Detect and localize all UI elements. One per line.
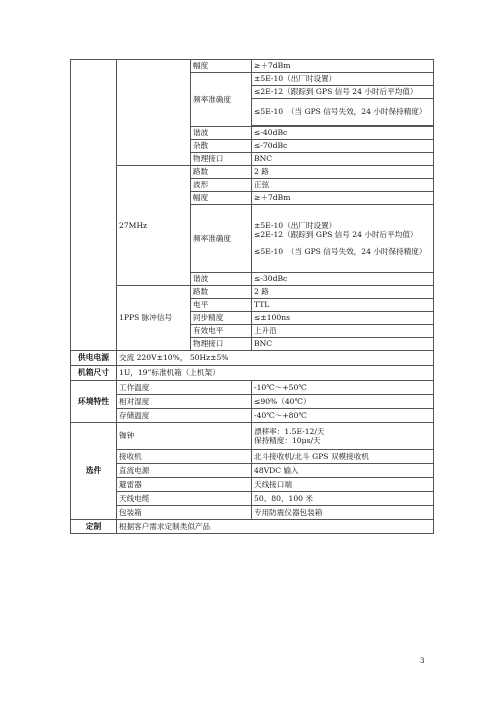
- param-value: ≤-40dBc: [252, 127, 434, 140]
- spec-table: [70, 59, 434, 534]
- param-value: ≤-30dBc: [252, 273, 434, 286]
- param-label: 同步精度: [191, 312, 252, 325]
- param-label: 谐波: [191, 273, 252, 286]
- option-label: 直流电源: [117, 464, 252, 478]
- param-label: 物理接口: [191, 153, 252, 166]
- param-label: 频率准确度: [191, 205, 252, 273]
- section-cell-blank: [71, 60, 117, 351]
- section-power: 供电电源: [71, 351, 117, 366]
- env-label: 存储温度: [117, 409, 252, 423]
- param-label: 杂散: [191, 140, 252, 153]
- table-row: [71, 478, 434, 492]
- table-row: [71, 450, 434, 464]
- param-value-multiline: [252, 205, 434, 273]
- param-value: ≤2E-12（跟踪到 GPS 信号 24 小时后平均值）: [252, 86, 434, 99]
- rb-line-2: 保持精度：10μs/天: [254, 436, 321, 445]
- env-label: 工作温度: [117, 381, 252, 395]
- option-value: 天线接口端: [252, 478, 434, 492]
- table-row: [71, 464, 434, 478]
- param-value: 2 路: [252, 166, 434, 179]
- param-value: BNC: [252, 153, 434, 166]
- table-row: [71, 381, 434, 395]
- param-label: 谐波: [191, 127, 252, 140]
- option-value-multiline: [252, 423, 434, 450]
- param-label: 幅度: [191, 192, 252, 205]
- param-value: ≥＋7dBm: [252, 192, 434, 205]
- param-value: ±5E-10（出厂时设置）: [252, 73, 434, 86]
- power-value: 交流 220V±10%， 50Hz±5%: [117, 351, 434, 366]
- param-label: 物理接口: [191, 338, 252, 351]
- option-label: 避雷器: [117, 478, 252, 492]
- param-value: BNC: [252, 338, 434, 351]
- option-label: 天线电缆: [117, 492, 252, 506]
- option-value: 专用防震仪器包装箱: [252, 506, 434, 520]
- env-value: -10℃～+50℃: [252, 381, 434, 395]
- page-number: 3: [420, 657, 425, 665]
- param-label: 幅度: [191, 60, 252, 73]
- param-value: ≤-70dBc: [252, 140, 434, 153]
- group-label-1pps: 1PPS 脉冲信号: [117, 286, 191, 351]
- freq-line-2: ≤2E-12（跟踪到 GPS 信号 24 小时后平均值）: [254, 229, 418, 239]
- chassis-value: 1U，19”标准机箱（上机架）: [117, 366, 434, 381]
- param-label: 电平: [191, 299, 252, 312]
- table-row: [71, 423, 434, 450]
- group-cell-blank: [117, 60, 191, 166]
- option-value: 48VDC 输入: [252, 464, 434, 478]
- option-label: 接收机: [117, 450, 252, 464]
- table-row: [71, 409, 434, 423]
- section-environment: 环境特性: [71, 381, 117, 423]
- table-row: [71, 506, 434, 520]
- table-row: [71, 520, 434, 534]
- param-value: ≥＋7dBm: [252, 60, 434, 73]
- option-value: 50、80、100 米: [252, 492, 434, 506]
- param-value: TTL: [252, 299, 434, 312]
- option-value: 北斗接收机/北斗 GPS 双模接收机: [252, 450, 434, 464]
- section-custom: 定制: [71, 520, 117, 534]
- param-value: 正弦: [252, 179, 434, 192]
- freq-line-3: ≤5E-10 （当 GPS 信号失效，24 小时保持精度）: [254, 247, 427, 257]
- param-value: 上升沿: [252, 325, 434, 338]
- env-value: -40℃～+80℃: [252, 409, 434, 423]
- group-label-27mhz: 27MHz: [117, 166, 191, 286]
- table-row: [71, 60, 434, 73]
- param-value: ≤±100ns: [252, 312, 434, 325]
- option-label: 铷钟: [117, 423, 252, 450]
- custom-value: 根据客户需求定制类似产品: [117, 520, 434, 534]
- table-row: [71, 395, 434, 409]
- env-label: 相对湿度: [117, 395, 252, 409]
- rb-line-1: 漂移率：1.5E-12/天: [254, 426, 325, 436]
- param-label: 路数: [191, 166, 252, 179]
- table-row: [71, 286, 434, 299]
- param-label: 路数: [191, 286, 252, 299]
- table-row: [71, 166, 434, 179]
- table-row: [71, 492, 434, 506]
- param-label: 有效电平: [191, 325, 252, 338]
- param-label: 频率准确度: [191, 73, 252, 127]
- env-value: ≤90%（40℃）: [252, 395, 434, 409]
- option-label: 包装箱: [117, 506, 252, 520]
- freq-line-1: ±5E-10（出厂时设置）: [254, 220, 337, 230]
- section-chassis: 机箱尺寸: [71, 366, 117, 381]
- param-value: 2 路: [252, 286, 434, 299]
- param-label: 波形: [191, 179, 252, 192]
- param-value: ≤5E-10 （当 GPS 信号失效，24 小时保持精度）: [252, 99, 434, 126]
- table-row: [71, 366, 434, 381]
- section-options: 选件: [71, 423, 117, 520]
- table-row: [71, 351, 434, 366]
